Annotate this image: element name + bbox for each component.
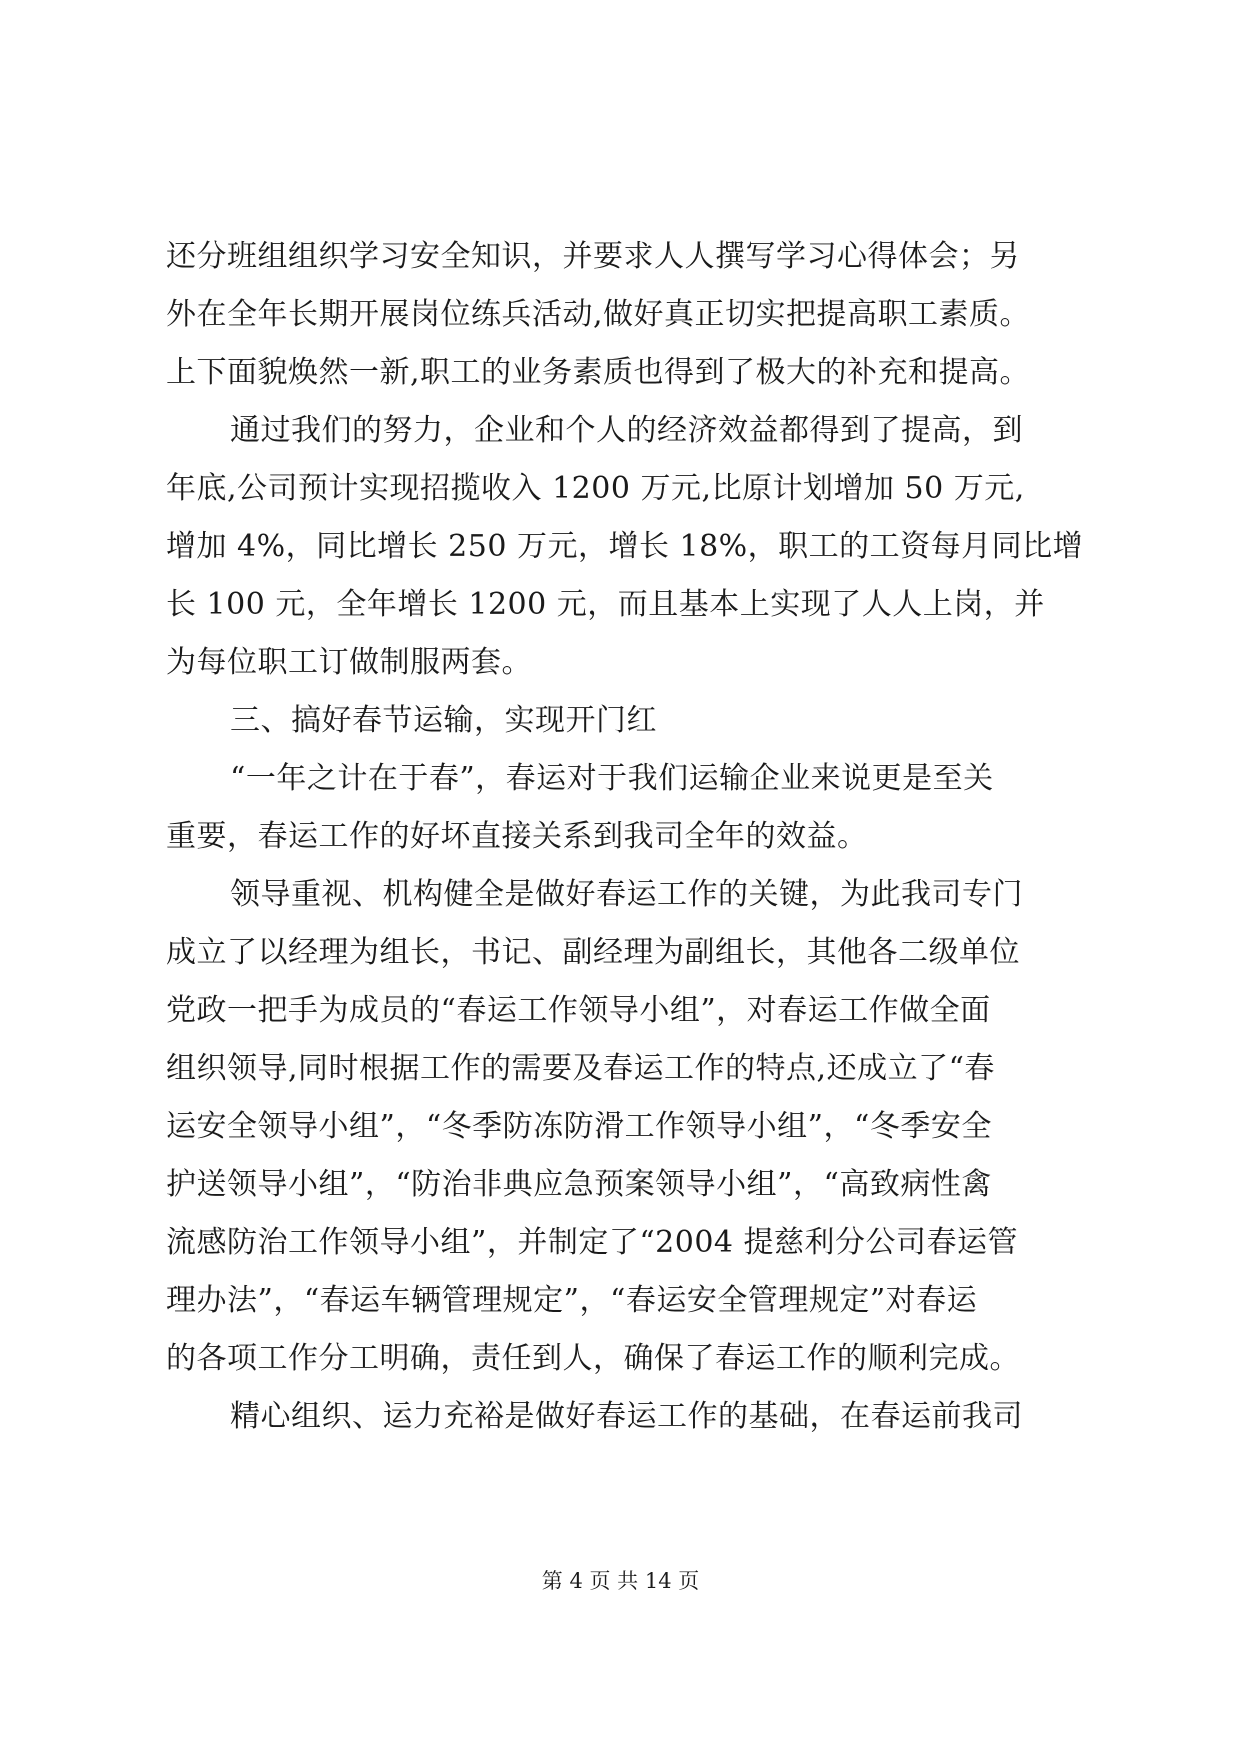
text-line: 重要，春运工作的好坏直接关系到我司全年的效益。 bbox=[166, 819, 868, 854]
text-line: 组织领导,同时根据工作的需要及春运工作的特点,还成立了“春 bbox=[166, 1051, 995, 1086]
page-number-footer: 第 4 页 共 14 页 bbox=[541, 1569, 700, 1593]
text-line: 党政一把手为成员的“春运工作领导小组”，对春运工作做全面 bbox=[166, 993, 991, 1028]
text-line: 理办法”，“春运车辆管理规定”，“春运安全管理规定”对春运 bbox=[166, 1283, 978, 1318]
text-line: 为每位职工订做制服两套。 bbox=[166, 645, 532, 680]
text-line: 护送领导小组”，“防治非典应急预案领导小组”，“高致病性禽 bbox=[166, 1167, 992, 1202]
paragraph-start-line: 通过我们的努力，企业和个人的经济效益都得到了提高，到 bbox=[230, 413, 1023, 448]
text-line: 增加 4%，同比增长 250 万元，增长 18%，职工的工资每月同比增 bbox=[166, 529, 1084, 564]
text-line: 成立了以经理为组长，书记、副经理为副组长，其他各二级单位 bbox=[166, 935, 1020, 970]
text-line: 上下面貌焕然一新,职工的业务素质也得到了极大的补充和提高。 bbox=[166, 355, 1031, 390]
text-line: 还分班组组织学习安全知识，并要求人人撰写学习心得体会；另 bbox=[166, 239, 1020, 274]
text-line: 运安全领导小组”，“冬季防冻防滑工作领导小组”，“冬季安全 bbox=[166, 1109, 992, 1144]
text-line: 年底,公司预计实现招揽收入 1200 万元,比原计划增加 50 万元, bbox=[166, 471, 1025, 506]
text-line: 长 100 元，全年增长 1200 元，而且基本上实现了人人上岗，并 bbox=[166, 587, 1045, 622]
text-line: 流感防治工作领导小组”，并制定了“2004 提慈利分公司春运管 bbox=[166, 1225, 1019, 1260]
text-line: 的各项工作分工明确，责任到人，确保了春运工作的顺利完成。 bbox=[166, 1341, 1020, 1376]
text-line: 外在全年长期开展岗位练兵活动,做好真正切实把提高职工素质。 bbox=[166, 297, 1031, 332]
paragraph-start-line: “一年之计在于春”，春运对于我们运输企业来说更是至关 bbox=[230, 761, 994, 796]
paragraph-start-line: 精心组织、运力充裕是做好春运工作的基础，在春运前我司 bbox=[230, 1399, 1023, 1434]
section-heading: 三、搞好春节运输，实现开门红 bbox=[230, 703, 657, 738]
paragraph-start-line: 领导重视、机构健全是做好春运工作的关键，为此我司专门 bbox=[230, 877, 1023, 912]
